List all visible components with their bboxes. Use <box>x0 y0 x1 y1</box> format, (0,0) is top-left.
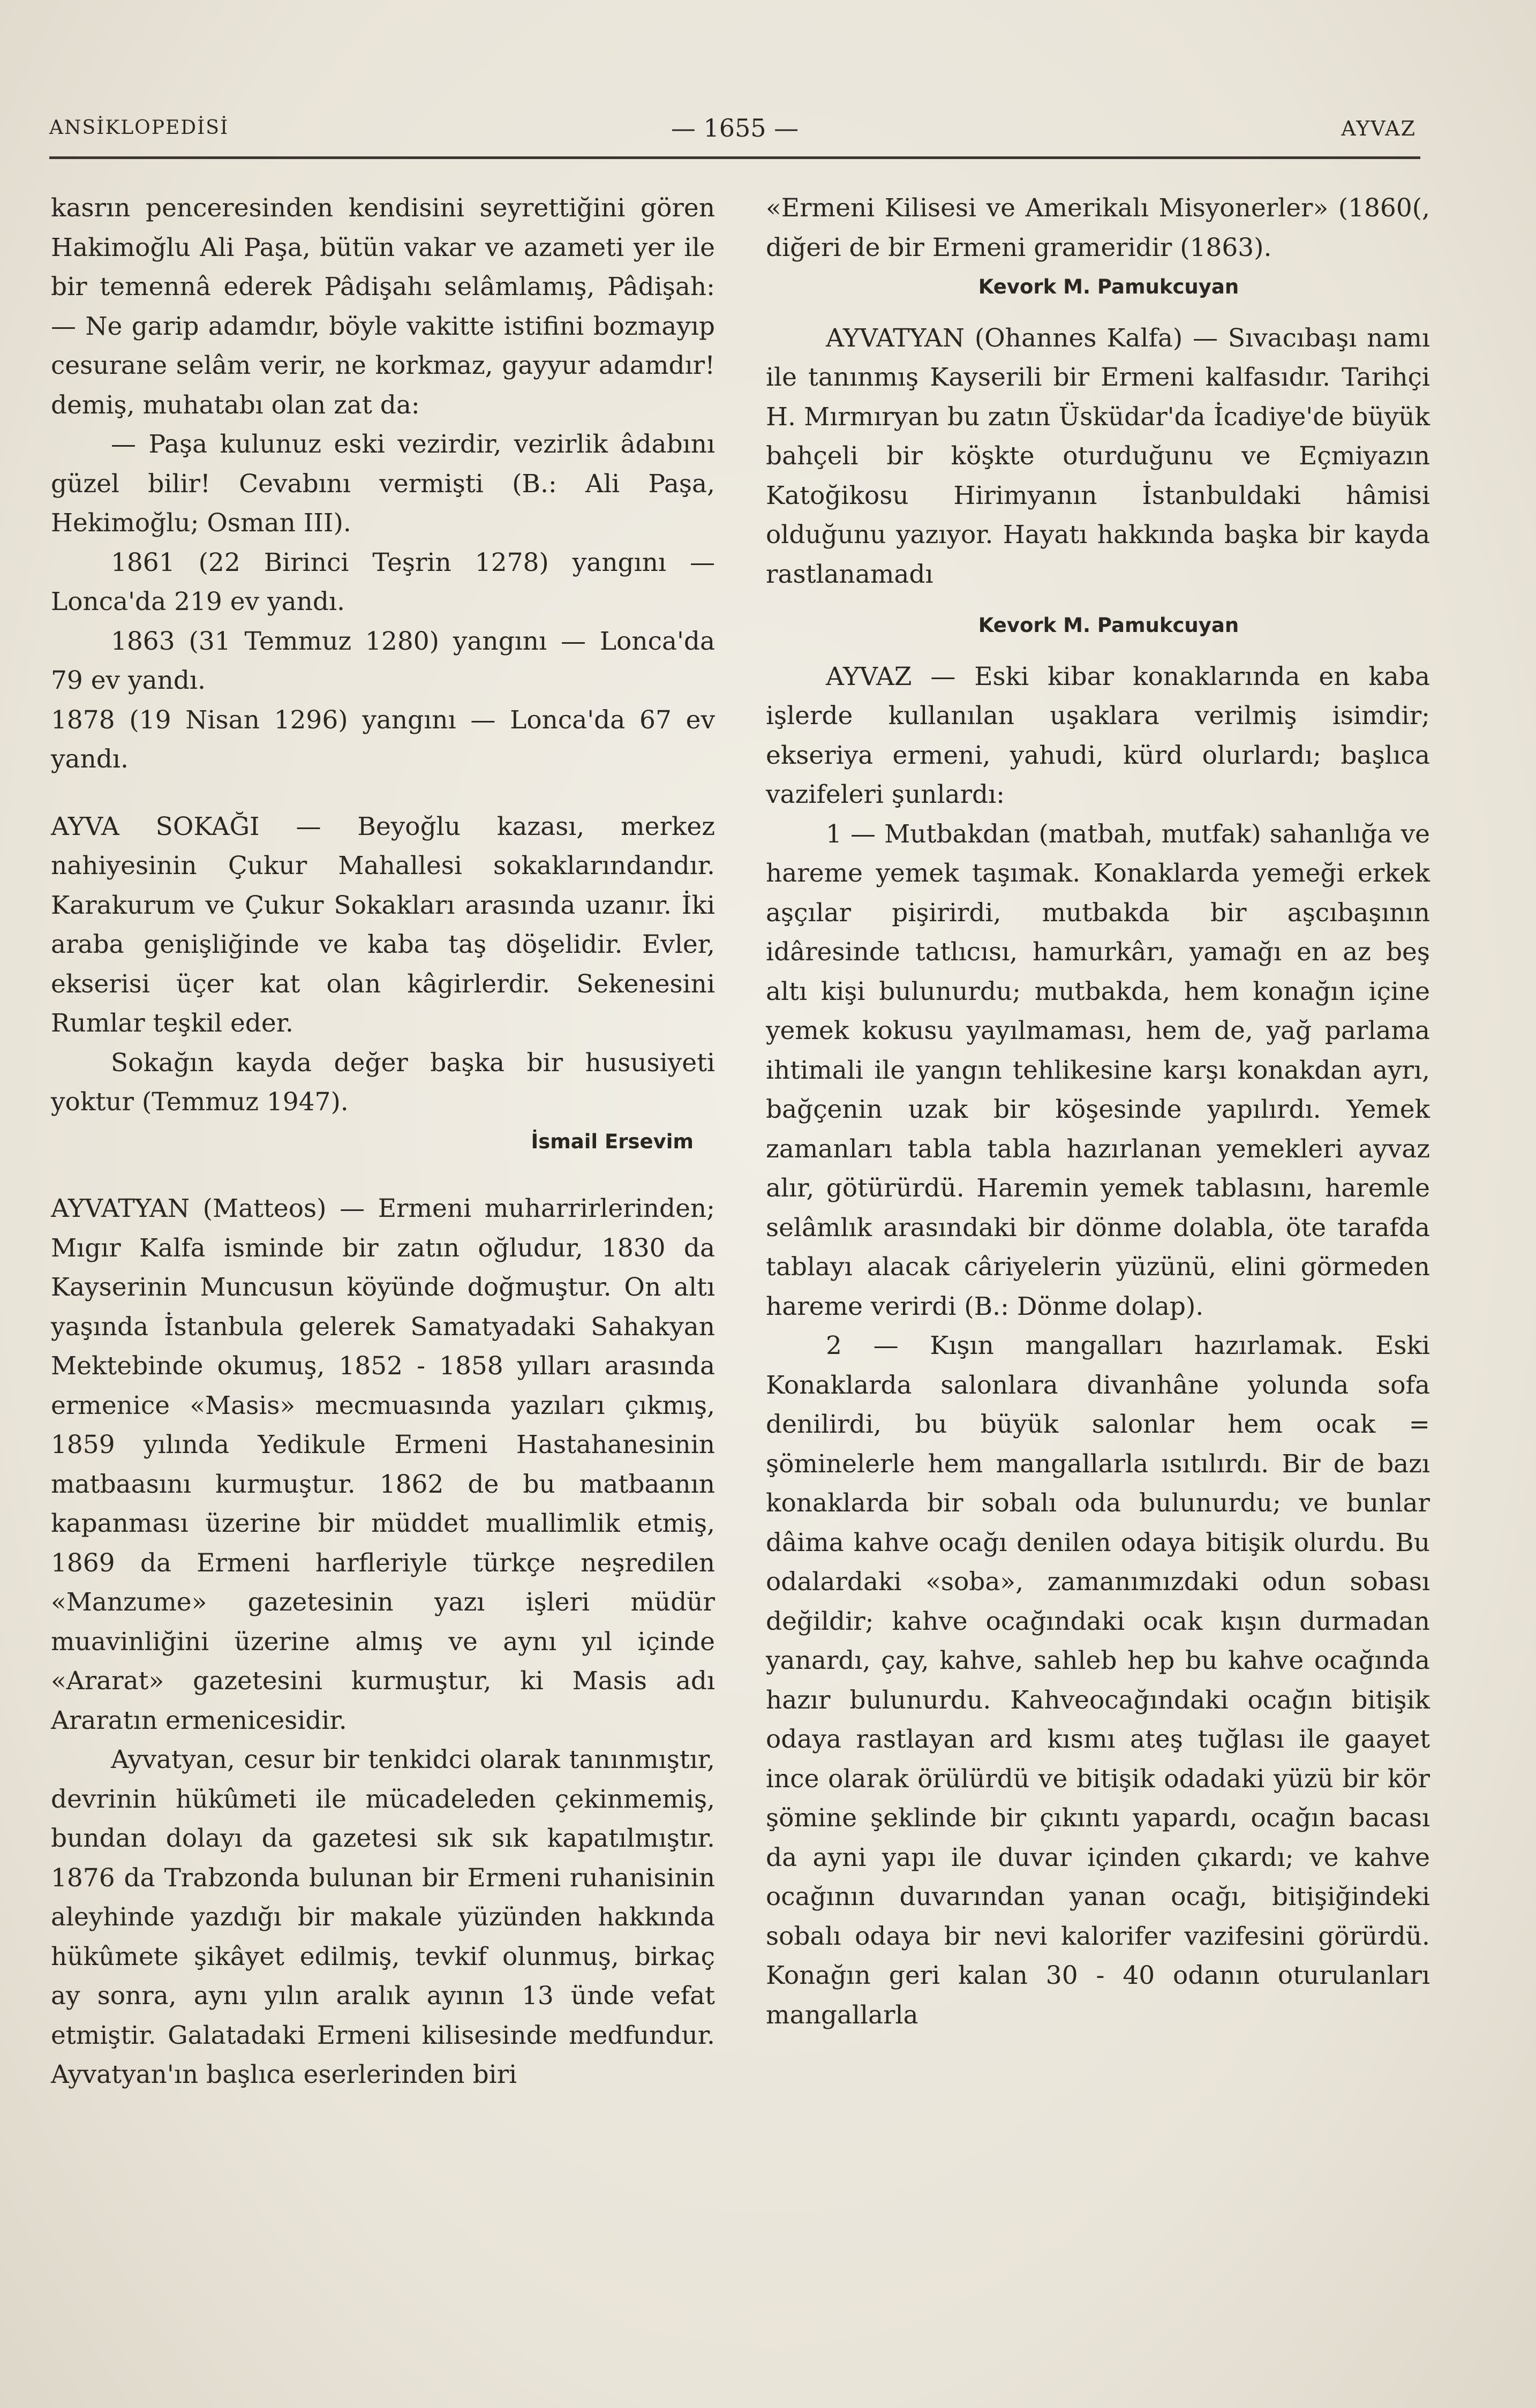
author-signature: Kevork M. Pamukcuyan <box>978 614 1239 637</box>
left-column <box>51 189 715 2095</box>
author-signature: Kevork M. Pamukcuyan <box>978 275 1239 298</box>
paragraph: Ayvatyan, cesur bir tenkidci olarak tanınmıştır, devrinin hükûmeti ile mücadeleden çekinmemiş, bundan dolayı da gazetesi sık sık kapatılmıştır. 1876 da Trabzonda bulunan bir Ermeni ruhanisinin aleyhinde yazdığı bir makale yüzünden hakkında hükûmete şikâyet edilmiş, tevkif olunmuş, birkaç ay sonra, aynı yılın aralık ayının 13 ünde vefat etmiştir. Galatadaki Ermeni kilisesinde medfundur. Ayvatyan'ın başlıca eserlerinden biri <box>51 1745 715 2089</box>
paragraph: «Ermeni Kilisesi ve Amerikalı Misyonerler» (1860(, diğeri de bir Ermeni grameridir (1863). <box>766 193 1430 262</box>
author-signature: İsmail Ersevim <box>531 1130 694 1153</box>
header-entry-word: AYVAZ <box>1341 117 1416 140</box>
paragraph: 1878 (19 Nisan 1296) yangını — Lonca'da 67 ev yandı. <box>51 705 715 774</box>
paragraph: — Paşa kulunuz eski vezirdir, vezirlik âdabını güzel bilir! Cevabını vermişti (B.: Ali Paşa, Hekimoğlu; Osman III). <box>51 430 715 538</box>
page-number: — 1655 — <box>671 114 799 142</box>
paragraph: 1863 (31 Temmuz 1280) yangını — Lonca'da 79 ev yandı. <box>51 626 715 695</box>
paragraph: 1861 (22 Birinci Teşrin 1278) yangını — Lonca'da 219 ev yandı. <box>51 547 715 616</box>
paragraph: kasrın penceresinden kendisini seyrettiğini gören Hakimoğlu Ali Paşa, bütün vakar ve azameti yer ile bir temennâ ederek Pâdişahı selâmlamış, Pâdişah: — Ne garip adamdır, böyle vakitte istifini bozmayıp cesurane selâm verir, ne korkmaz, gayyur adamdır! demiş, muhatabı olan zat da: <box>51 193 715 420</box>
running-header <box>49 107 1420 150</box>
header-rule <box>49 156 1420 159</box>
paragraph: 2 — Kışın mangalları hazırlamak. Eski Konaklarda salonlara divanhâne yolunda sofa denilirdi, bu büyük salonlar hem ocak = şöminelerle hem mangallarla ısıtılırdı. Bir de bazı konaklarda bir sobalı oda bulunurdu; ve bunlar dâima kahve ocağı denilen odaya bitişik olurdu. Bu odalardaki «soba», zamanımızdaki odun sobası değildir; kahve ocağındaki ocak kışın durmadan yanardı, çay, kahve, sahleb hep bu kahve ocağında hazır bulunurdu. Kahveocağındaki ocağın bitişik odaya rastlayan ard kısmı ateş tuğlası ile gaayet ince olarak örülürdü ve bitişik odadaki yüzü bir kör şömine şeklinde bir çıkıntı yapardı, ocağın bacası da ayni yapı ile duvar içinden çıkardı; ve kahve ocağının duvarından yanan ocağı, bitişiğindeki sobalı odaya bir nevi kalorifer vazifesini görürdü. Konağın geri kalan 30 - 40 odanın oturulanları mangallarla <box>766 1331 1430 2030</box>
header-series-title: ANSİKLOPEDİSİ <box>49 117 229 139</box>
paragraph: 1 — Mutbakdan (matbah, mutfak) sahanlığa ve hareme yemek taşımak. Konaklarda yemeği erkek aşçılar pişirirdi, mutbakda bir aşcıbaşının idâresinde tatlıcısı, hamurkârı, yamağı en az beş altı kişi bulunurdu; mutbakda, hem konağın içine yemek kokusu yayılmaması, hem de, yağ parlama ihtimali ile yangın tehlikesine karşı konakdan ayrı, bağçenin uzak bir köşesinde yapılırdı. Yemek zamanları tabla tabla hazırlanan yemekleri ayvaz alır, götürürdü. Haremin yemek tablasını, haremle selâmlık arasındaki bir dönme dolabla, öte tarafda tablayı alacak câriyelerin yüzünü, elini görmeden hareme verirdi (B.: Dönme dolap). <box>766 819 1430 1321</box>
entry-ayvatyan-ohannes: AYVATYAN (Ohannes Kalfa) — Sıvacıbaşı namı ile tanınmış Kayserili bir Ermeni kalfasıdır. Tarihçi H. Mırmıryan bu zatın Üsküdar'da İcadiye'de büyük bahçeli bir köşkte oturduğunu ve Eçmiyazın Katoğikosu Hirimyanın İstanbuldaki hâmisi olduğunu yazıyor. Hayatı hakkında başka bir kayda rastlanamadı <box>766 323 1430 589</box>
paragraph: Sokağın kayda değer başka bir hususiyeti yoktur (Temmuz 1947). <box>51 1048 715 1117</box>
entry-ayvatyan-matteos: AYVATYAN (Matteos) — Ermeni muharrirlerinden; Mıgır Kalfa isminde bir zatın oğludur, 1830 da Kayserinin Muncusun köyünde doğmuştur. On altı yaşında İstanbula gelerek Samatyadaki Sahakyan Mektebinde okumuş, 1852 - 1858 yılları arasında ermenice «Masis» mecmuasında yazıları çıkmış, 1859 yılında Yedikule Ermeni Hastahanesinin matbaasını kurmuştur. 1862 de bu matbaanın kapanması üzerine bir müddet muallimlik etmiş, 1869 da Ermeni harfleriyle türkçe neşredilen «Manzume» gazetesinin yazı işleri müdür muavinliğini üzerine almış ve aynı yıl içinde «Ararat» gazetesini kurmuştur, ki Masis adı Araratın ermenicesidir. <box>51 1194 715 1735</box>
right-column <box>766 189 1430 2035</box>
entry-ayva-sokagi: AYVA SOKAĞI — Beyoğlu kazası, merkez nahiyesinin Çukur Mahallesi sokaklarındandır. Karakurum ve Çukur Sokakları arasında uzanır. İki araba genişliğinde ve kaba taş döşelidir. Evler, ekserisi üçer kat olan kâgirlerdir. Sekenesini Rumlar teşkil eder. <box>51 811 715 1038</box>
entry-ayvaz: AYVAZ — Eski kibar konaklarında en kaba işlerde kullanılan uşaklara verilmiş isimdir; ekseriya ermeni, yahudi, kürd olurlardı; başlıca vazifeleri şunlardı: <box>766 661 1430 809</box>
